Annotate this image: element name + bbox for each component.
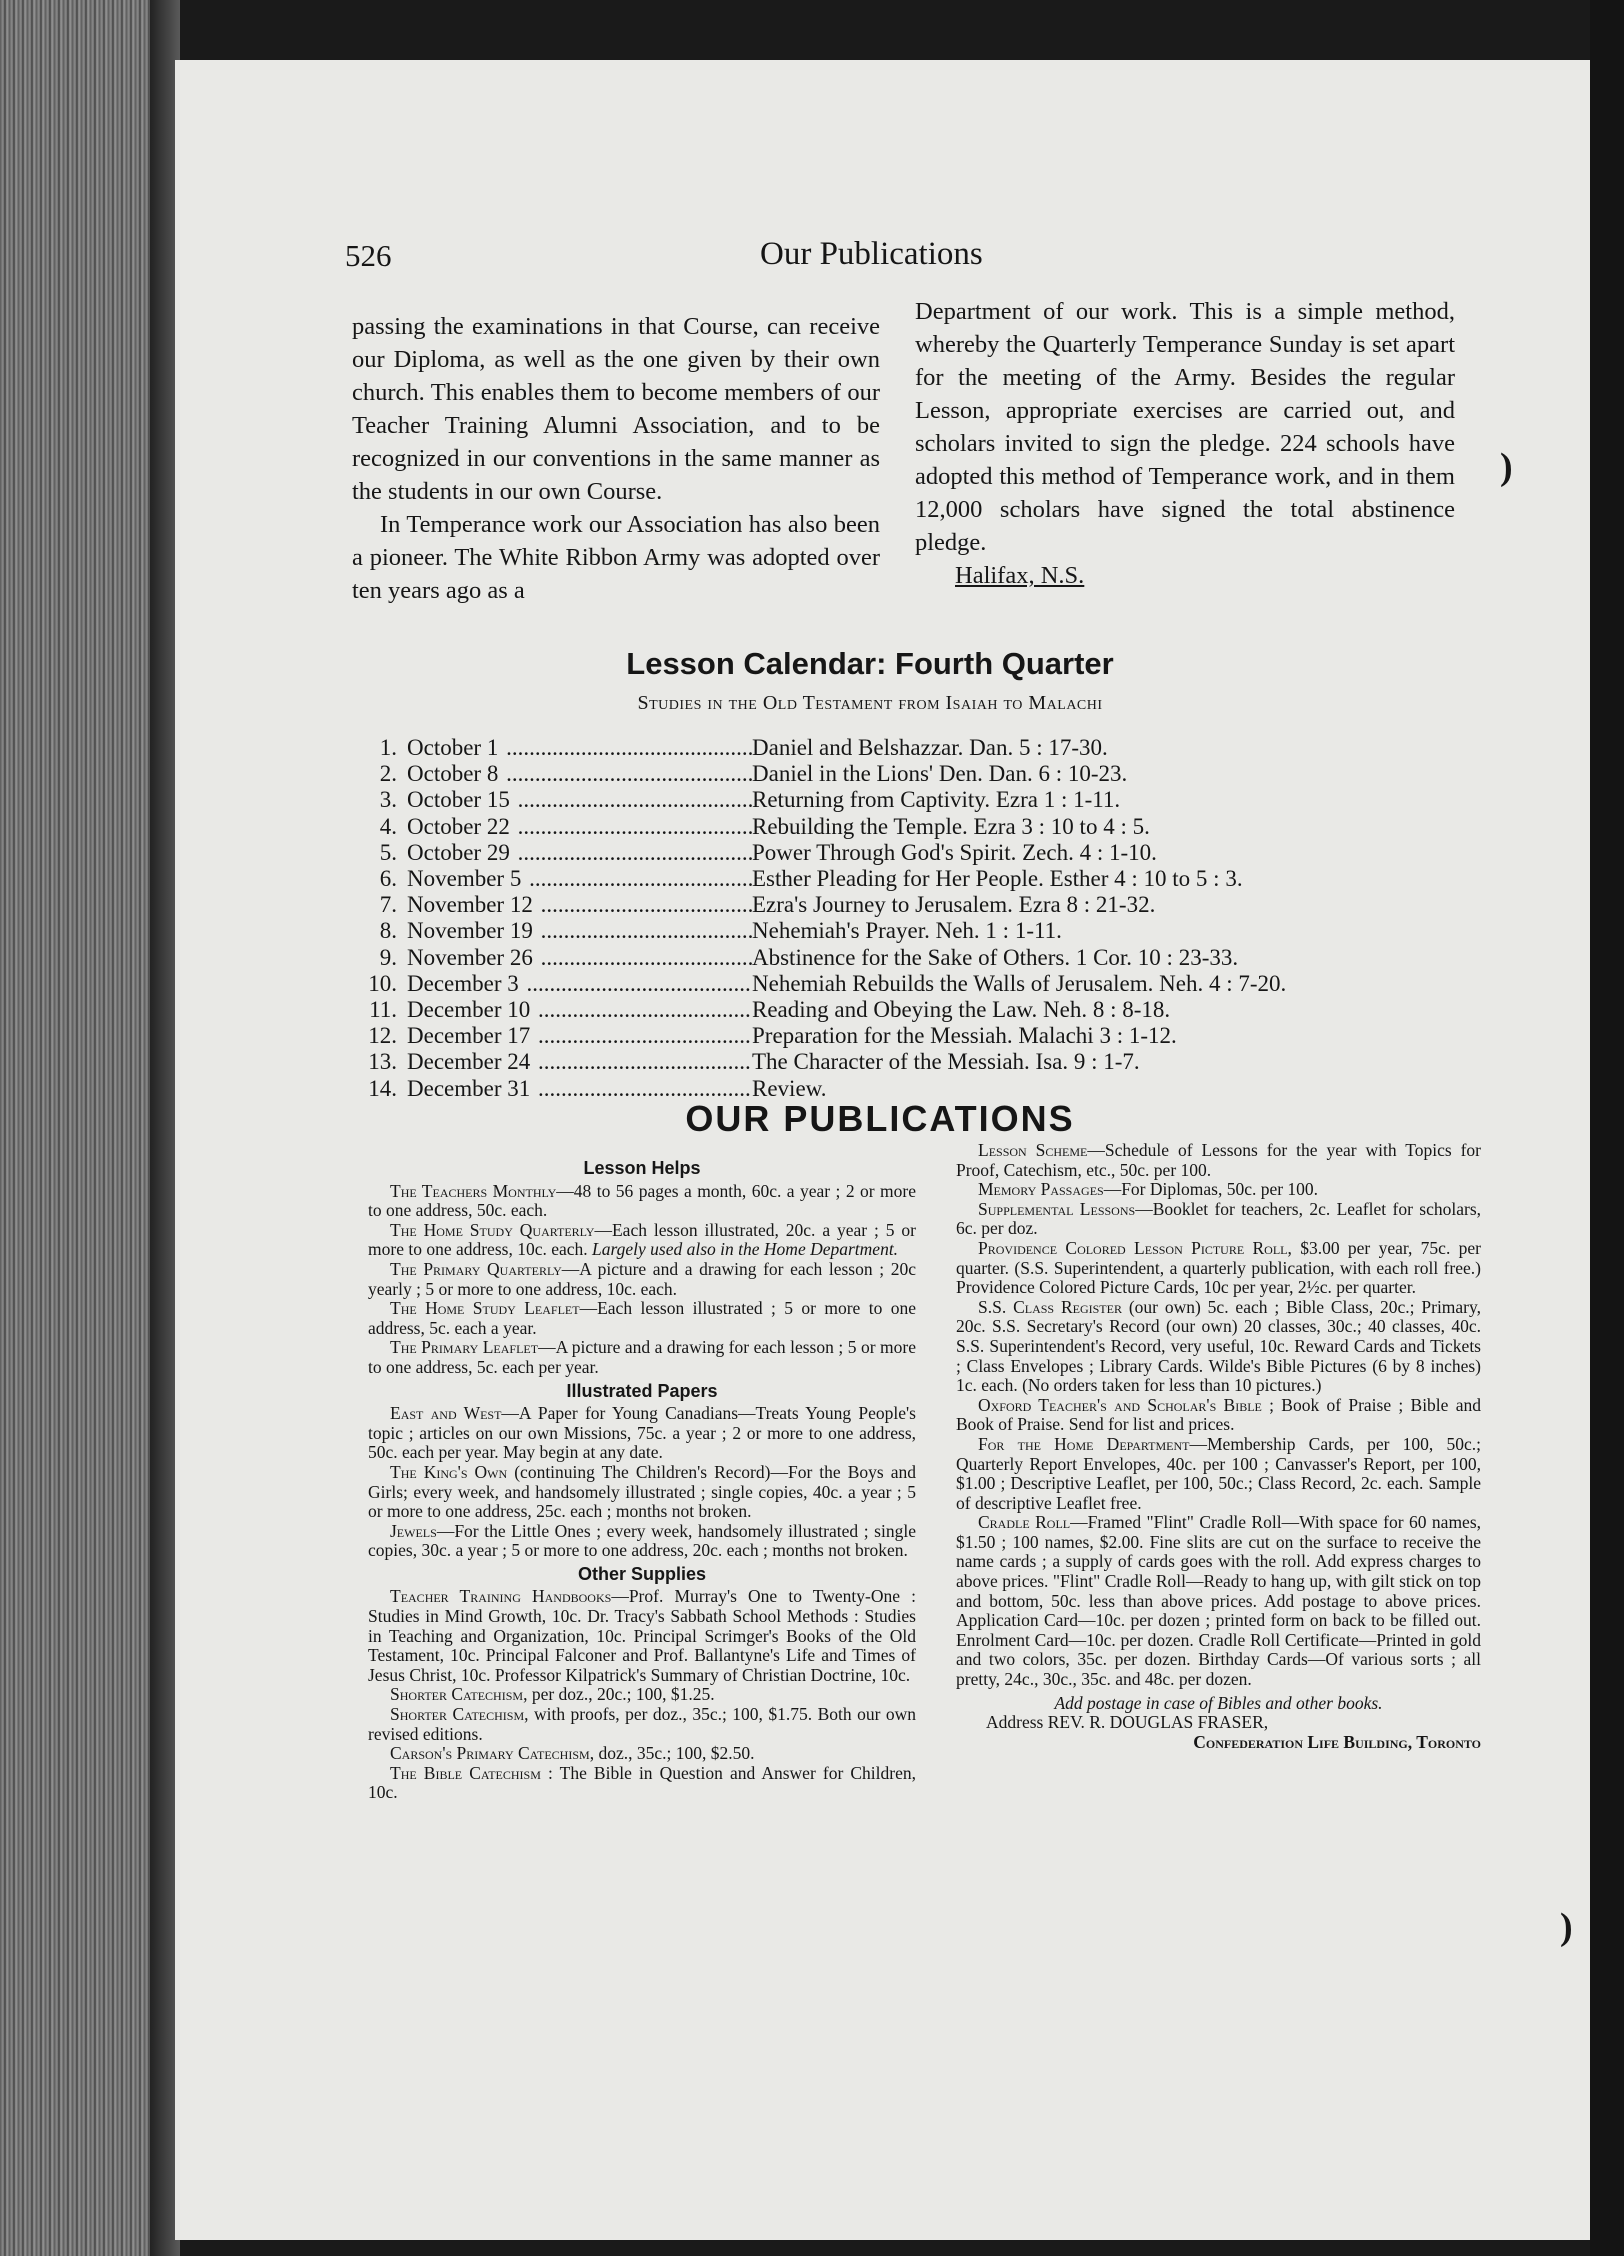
lesson-date: [397, 840, 752, 866]
publication-details: , with proofs, per doz., 35c.; 100, $1.75. Both our own revised editions.: [368, 1704, 916, 1744]
lesson-date-text: December 3: [407, 970, 519, 996]
lesson-number: 13.: [368, 1049, 397, 1075]
publication-details: , $3.00 per year, 75c. per quarter. (S.S. Superintendent, a quarterly publication, with each roll free.) Providence Colored Picture Cards, 10c per year, 2½c. per quarter.: [956, 1237, 1482, 1298]
publication-details: —For the Little Ones ; every week, handsomely illustrated ; single copies, 30c. a year ; 5 or more to one address, 20c. each ; months not broken.: [368, 1520, 916, 1561]
publication-entry: [368, 1221, 916, 1260]
lesson-row: [360, 866, 1490, 892]
publication-name: Oxford Teacher's and Scholar's Bible: [978, 1394, 1262, 1415]
lesson-date-text: October 1: [407, 735, 499, 760]
lesson-title: The Character of the Messiah. Isa. 9 : 1-7.: [752, 1049, 1140, 1075]
lesson-date: [397, 787, 752, 813]
publication-name: Teacher Training Handbooks: [390, 1586, 612, 1607]
lesson-date-text: November 12: [407, 892, 533, 918]
publication-name: The Primary Leaflet: [390, 1337, 539, 1358]
lesson-title: Rebuilding the Temple. Ezra 3 : 10 to 4 : 5.: [752, 813, 1150, 839]
publication-entry: [956, 1200, 1481, 1239]
lesson-row: [360, 892, 1490, 918]
other-supplies-list: [368, 1587, 916, 1803]
lesson-date: [397, 735, 752, 761]
lesson-date-text: November 19: [407, 918, 533, 944]
lesson-row: [360, 945, 1490, 971]
lesson-title: Ezra's Journey to Jerusalem. Ezra 8 : 21-32.: [752, 892, 1156, 918]
lesson-date: [397, 1023, 752, 1049]
publication-name: The Home Study Quarterly: [390, 1219, 595, 1240]
lesson-row: [360, 1023, 1490, 1049]
lesson-number: 4.: [379, 813, 397, 839]
publication-details: , doz., 35c.; 100, $2.50.: [589, 1743, 755, 1764]
add-postage-note: Add postage in case of Bibles and other books.: [1054, 1692, 1383, 1713]
lesson-title: Daniel in the Lions' Den. Dan. 6 : 10-23.: [752, 761, 1128, 787]
publication-details: —A picture and a drawing for each lesson ; 5 or more to one address, 5c. each per year.: [368, 1337, 916, 1377]
intro-paragraph: In Temperance work our Association has also been a pioneer. The White Ribbon Army was adopted over ten years ago as a: [352, 511, 880, 604]
publication-entry: [368, 1182, 916, 1221]
publication-entry: [956, 1513, 1481, 1689]
publication-name: Cradle Roll: [978, 1512, 1071, 1533]
publication-entry: [956, 1396, 1481, 1435]
lesson-date: [397, 892, 752, 918]
section-heading-other-supplies: Other Supplies: [577, 1563, 707, 1584]
lesson-row: [360, 761, 1490, 787]
publication-details: —Framed "Flint" Cradle Roll—With space for 60 names, $1.50 ; 100 names, $2.00. Fine slits are cut on the surface to receive the name cards ; a supply of cards goes with the roll. Add express charges to above prices. "Flint" Cradle Roll—Ready to hang up, with gilt stick on top and bottom, 50c. less than above prices. Add postage to above prices. Application Card—10c. per dozen ; printed form on back to be filled out. Enrolment Card—10c. per dozen. Cradle Roll Certificate—Printed in gold and two colors, 35c. per dozen. Birthday Cards—Of various sorts ; all pretty, 24c., 30c., 35c. and 48c. per dozen.: [956, 1512, 1482, 1690]
publication-name: Jewels: [390, 1520, 437, 1541]
section-heading-lesson-helps: Lesson Helps: [583, 1158, 701, 1178]
publication-entry: [368, 1260, 916, 1299]
lesson-row: [360, 918, 1490, 944]
publication-details: (our own) 5c. each ; Bible Class, 20c.; Primary, 20c. S.S. Secretary's Record (our own) 20 classes, 30c.; 40 classes, 40c. S.S. Superintendent's Record, very useful, 10c. Reward Cards and Tickets ; Class Envelopes ; Library Cards. Wilde's Bible Pictures (6 by 8 inches) 1c. each. (No orders taken for less than 10 pictures.): [956, 1296, 1482, 1396]
lesson-date-text: December 10: [407, 997, 531, 1023]
supplies-list: [956, 1141, 1481, 1690]
page-number: 526: [345, 238, 392, 273]
lesson-title: Preparation for the Messiah. Malachi 3 : 1-12.: [752, 1023, 1177, 1049]
publication-entry: [368, 1522, 916, 1561]
publications-right-column: [956, 1141, 1481, 1752]
lesson-date: [397, 997, 752, 1023]
intro-paragraph: Department of our work. This is a simple method, whereby the Quarterly Temperance Sunday is set apart for the meeting of the Army. Besides the regular Lesson, appropriate exercises are carried out, and scholars invited to sign the pledge. 224 schools have adopted this method of Temperance work, and in them 12,000 scholars have signed the total abstinence pledge.: [915, 298, 1455, 556]
publication-name: Lesson Scheme: [978, 1140, 1088, 1160]
intro-paragraph: passing the examinations in that Course, can receive our Diploma, as well as the one given by their own church. This enables them to become members of our Teacher Training Alumni Association, and to be recognized in our conventions in the same manner as the students in our own Course.: [352, 313, 880, 505]
publication-entry: [368, 1705, 916, 1744]
publication-name: The Teachers Monthly: [390, 1180, 557, 1201]
lesson-date: [397, 814, 752, 840]
lesson-row: [360, 787, 1490, 813]
section-heading-illustrated-papers: Illustrated Papers: [566, 1380, 718, 1401]
publication-entry: [368, 1299, 916, 1338]
publication-details: —Each lesson illustrated, 20c. a year ; 5 or more to one address, 10c. each.: [368, 1219, 917, 1260]
lesson-title: Abstinence for the Sake of Others. 1 Cor. 10 : 23-33.: [752, 944, 1239, 970]
publication-name: The Bible Catechism: [390, 1762, 541, 1783]
lesson-row: [360, 971, 1490, 997]
lesson-date-text: November 26: [407, 944, 533, 970]
lesson-number: 2.: [379, 761, 397, 787]
lesson-date-text: December 24: [407, 1049, 531, 1075]
publication-entry: [368, 1764, 916, 1803]
publication-entry: [956, 1239, 1481, 1298]
lesson-date-text: December 17: [407, 1023, 531, 1049]
margin-mark: ): [1500, 446, 1513, 488]
lesson-number: 7.: [379, 892, 397, 918]
publications-left-column: [368, 1155, 916, 1803]
lesson-row: [360, 735, 1490, 761]
address-line: Address REV. R. DOUGLAS FRASER,: [986, 1712, 1269, 1733]
publication-details: —48 to 56 pages a month, 60c. a year ; 2 or more to one address, 50c. each.: [368, 1180, 916, 1221]
publication-name: For the Home Department: [978, 1433, 1190, 1454]
intro-right-column: [915, 295, 1455, 592]
lesson-number: 1.: [379, 735, 397, 760]
publication-entry: [368, 1463, 916, 1522]
lesson-helps-list: [368, 1182, 916, 1378]
lesson-date-text: December 31: [407, 1075, 531, 1101]
publication-details: (continuing The Children's Record)—For the Boys and Girls; every week, and handsomely illustrated ; single copies, 40c. a year ; 5 or more to one address, 25c. each ; months not broken.: [368, 1461, 916, 1522]
publication-entry: [368, 1587, 916, 1685]
publication-details: —Membership Cards, per 100, 50c.; Quarterly Report Envelopes, 40c. per 100 ; Canvasser's Report, per 100, $1.00 ; Descriptive Leaflet, per 100, 50c.; Class Record, 2c. each. Sample of descriptive Leaflet free.: [956, 1433, 1481, 1513]
lesson-date: [397, 1049, 752, 1075]
lesson-number: 5.: [379, 839, 397, 865]
lesson-number: 6.: [379, 866, 397, 892]
running-head: Our Publications: [760, 236, 983, 272]
publication-name: S.S. Class Register: [978, 1296, 1122, 1317]
lesson-date-text: November 5: [407, 866, 522, 892]
lesson-date: [397, 918, 752, 944]
lesson-title: Power Through God's Spirit. Zech. 4 : 1-10.: [752, 839, 1157, 865]
publication-details: —Booklet for teachers, 2c. Leaflet for scholars, 6c. per doz.: [956, 1198, 1481, 1239]
publication-name: Carson's Primary Catechism: [390, 1743, 590, 1764]
publication-details: ; Book of Praise ; Bible and Book of Praise. Send for list and prices.: [956, 1394, 1481, 1435]
lesson-date-text: October 22: [407, 813, 510, 839]
publication-entry: [368, 1404, 916, 1463]
publication-name: Shorter Catechism: [390, 1704, 525, 1725]
lesson-list: [360, 735, 1490, 1102]
publication-name: Providence Colored Lesson Picture Roll: [978, 1237, 1288, 1258]
lesson-date-text: October 8: [407, 761, 499, 787]
lesson-number: 10.: [368, 970, 397, 996]
margin-mark: ): [1560, 1906, 1573, 1948]
illustrated-papers-list: [368, 1404, 916, 1561]
intro-left-column: [352, 310, 880, 607]
lesson-title: Reading and Obeying the Law. Neh. 8 : 8-18.: [752, 997, 1171, 1023]
publication-name: The King's Own: [390, 1461, 508, 1482]
publication-details: —A picture and a drawing for each lesson ; 20c yearly ; 5 or more to one address, 10c. each.: [368, 1258, 916, 1299]
address-building: Confederation Life Building, Toronto: [1193, 1731, 1481, 1752]
book-page-edges: [0, 0, 160, 2256]
lesson-number: 12.: [368, 1023, 397, 1049]
publication-entry: [956, 1180, 1481, 1200]
lesson-title: Daniel and Belshazzar. Dan. 5 : 17-30.: [752, 735, 1108, 760]
lesson-number: 11.: [369, 997, 397, 1023]
publication-name: Shorter Catechism: [390, 1684, 524, 1705]
lesson-date: [397, 945, 752, 971]
publication-name: The Home Study Leaflet: [390, 1298, 580, 1319]
calendar-subtitle: Studies in the Old Testament from Isaiah to Malachi: [637, 692, 1103, 714]
sign-off: Halifax, N.S.: [955, 562, 1085, 589]
publication-entry: [368, 1744, 916, 1764]
lesson-date-text: October 15: [407, 787, 510, 813]
lesson-title: Returning from Captivity. Ezra 1 : 1-11.: [752, 787, 1121, 813]
publication-details: : The Bible in Question and Answer for Children, 10c.: [368, 1762, 916, 1803]
publication-entry: [956, 1141, 1481, 1180]
lesson-title: Review.: [752, 1075, 827, 1101]
lesson-number: 3.: [379, 787, 397, 813]
lesson-date: [397, 866, 752, 892]
publication-note: Largely used also in the Home Department.: [592, 1239, 899, 1260]
lesson-number: 8.: [379, 918, 397, 944]
lesson-row: [360, 840, 1490, 866]
calendar-title: Lesson Calendar: Fourth Quarter: [626, 646, 1114, 681]
scan-background: [1590, 0, 1624, 2256]
lesson-number: 9.: [379, 944, 397, 970]
publication-entry: [368, 1338, 916, 1377]
publication-entry: [368, 1685, 916, 1705]
publication-details: —Each lesson illustrated ; 5 or more to one address, 5c. each a year.: [368, 1298, 916, 1338]
lesson-date-text: October 29: [407, 839, 510, 865]
publication-details: —A Paper for Young Canadians—Treats Young People's topic ; articles on our own Missions, 75c. a year ; 2 or more to one address, 50c. each per year. May begin at any date.: [368, 1403, 916, 1463]
lesson-date: [397, 971, 752, 997]
publication-details: —For Diplomas, 50c. per 100.: [1103, 1179, 1319, 1200]
lesson-title: Nehemiah's Prayer. Neh. 1 : 1-11.: [752, 918, 1062, 944]
publication-name: Supplemental Lessons: [978, 1198, 1136, 1219]
publications-title: OUR PUBLICATIONS: [685, 1098, 1075, 1139]
lesson-title: Nehemiah Rebuilds the Walls of Jerusalem. Neh. 4 : 7-20.: [752, 970, 1287, 996]
lesson-date: [397, 761, 752, 787]
publication-entry: [956, 1298, 1481, 1396]
publication-details: —Schedule of Lessons for the year with Topics for Proof, Catechism, etc., 50c. per 100.: [956, 1140, 1481, 1180]
lesson-row: [360, 997, 1490, 1023]
publication-name: Memory Passages: [978, 1179, 1104, 1200]
publication-details: —Prof. Murray's One to Twenty-One : Studies in Mind Growth, 10c. Dr. Tracy's Sabbath School Methods : Studies in Teaching and Organization, 10c. Principal Scrimger's Books of the Old Testament, 10c. Principal Falconer and Prof. Ballantyne's Life and Times of Jesus Christ, 10c. Professor Kilpatrick's Summary of Christian Doctrine, 10c.: [368, 1586, 916, 1685]
lesson-title: Esther Pleading for Her People. Esther 4 : 10 to 5 : 3.: [752, 866, 1243, 892]
publication-entry: [956, 1435, 1481, 1513]
lesson-row: [360, 814, 1490, 840]
publication-details: , per doz., 20c.; 100, $1.25.: [523, 1684, 715, 1705]
lesson-number: 14.: [368, 1075, 397, 1101]
publication-name: The Primary Quarterly: [390, 1258, 562, 1279]
lesson-row: [360, 1049, 1490, 1075]
publication-name: East and West: [390, 1403, 502, 1424]
